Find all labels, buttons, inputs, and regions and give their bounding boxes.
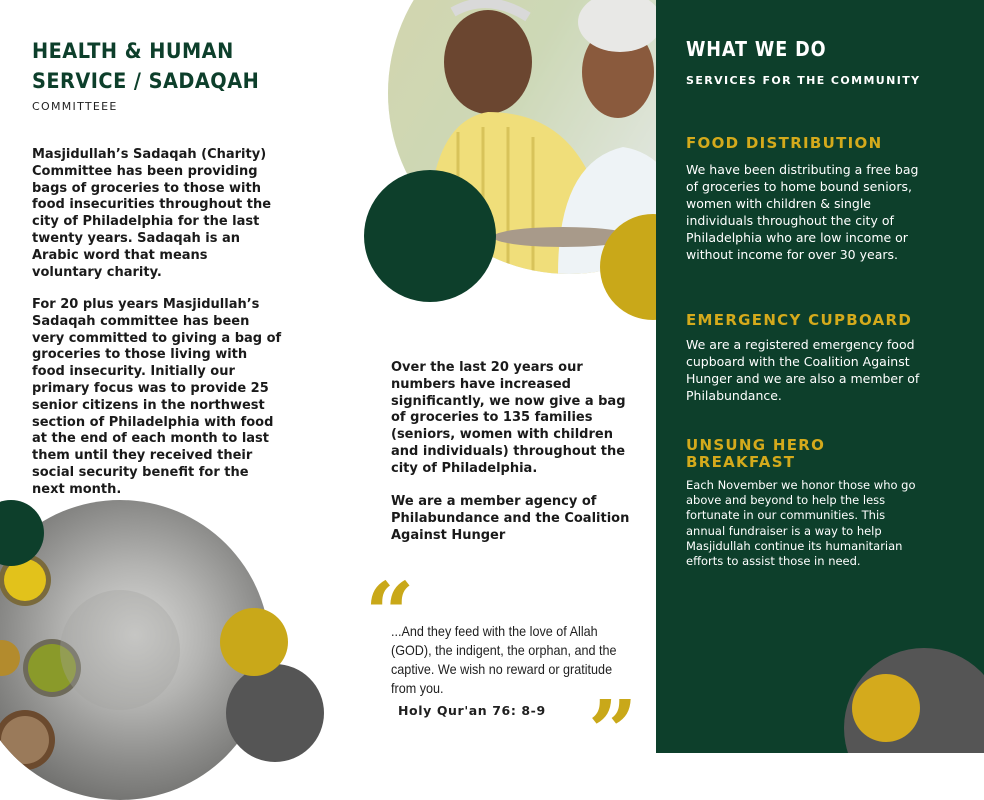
panel-title: WHAT WE DO bbox=[686, 37, 827, 61]
growth-paragraph: Over the last 20 years our numbers have increased significantly, we now give a bag of groceries to 135 families (seniors, women with children and individuals) throughout the city of Philadelphia. bbox=[391, 360, 626, 476]
open-quote-mark: “ bbox=[365, 564, 415, 665]
what-we-do-panel bbox=[656, 0, 984, 753]
food-distribution-text: We have been distributing a free bag of groceries to home bound seniors, women with children & single individuals throughout the city of Philadelphia who are low income or without income for over 30 years. bbox=[686, 162, 919, 262]
emergency-cupboard-heading: EMERGENCY CUPBOARD bbox=[686, 311, 913, 329]
decor-circle-gray bbox=[226, 664, 324, 762]
panel-circle-gold bbox=[852, 674, 920, 742]
close-quote-mark: ” bbox=[588, 682, 638, 783]
history-paragraph: For 20 plus years Masjidullah’s Sadaqah committee has been very committed to giving a bag of groceries to those living with food insecurity. Initially our primary focus was to provide 25 senior citizens in the northwest section of Philadelphia with food at the end of each month to last them until they received their social security benefit for the next month. bbox=[32, 297, 282, 497]
membership-paragraph: We are a member agency of Philabundance and the Coalition Against Hunger bbox=[391, 494, 630, 543]
food-distribution-heading: FOOD DISTRIBUTION bbox=[686, 134, 883, 152]
intro-paragraph: Masjidullah’s Sadaqah (Charity) Committee has been providing bags of groceries to those with food insecurities throughout the city of Philadelphia for the last twenty years. Sadaqah is an Arabic word that means voluntary charity. bbox=[32, 147, 272, 280]
brochure-subtitle: COMMITTEEE bbox=[32, 100, 118, 113]
quote-source: Holy Qur'an 76: 8-9 bbox=[398, 703, 546, 718]
decor-circle-gold bbox=[220, 608, 288, 676]
unsung-hero-heading: UNSUNG HERO BREAKFAST bbox=[686, 436, 826, 471]
quran-quote: ...And they feed with the love of Allah (GOD), the indigent, the orphan, and the captive. We wish no reward or gratitude from you. bbox=[391, 623, 617, 696]
unsung-hero-text: Each November we honor those who go above and beyond to help the less fortunate in our communities. This annual fundraiser is a way to help Masjidullah continue its humanitarian efforts to assist those in need. bbox=[686, 478, 916, 569]
emergency-cupboard-text: We are a registered emergency food cupboard with the Coalition Against Hunger and we are also a member of Philabundance. bbox=[686, 337, 920, 403]
brochure-title: HEALTH & HUMAN SERVICE / SADAQAH bbox=[32, 39, 260, 93]
panel-subtitle: SERVICES FOR THE COMMUNITY bbox=[686, 74, 921, 87]
decor-circle-green-mid bbox=[364, 170, 496, 302]
